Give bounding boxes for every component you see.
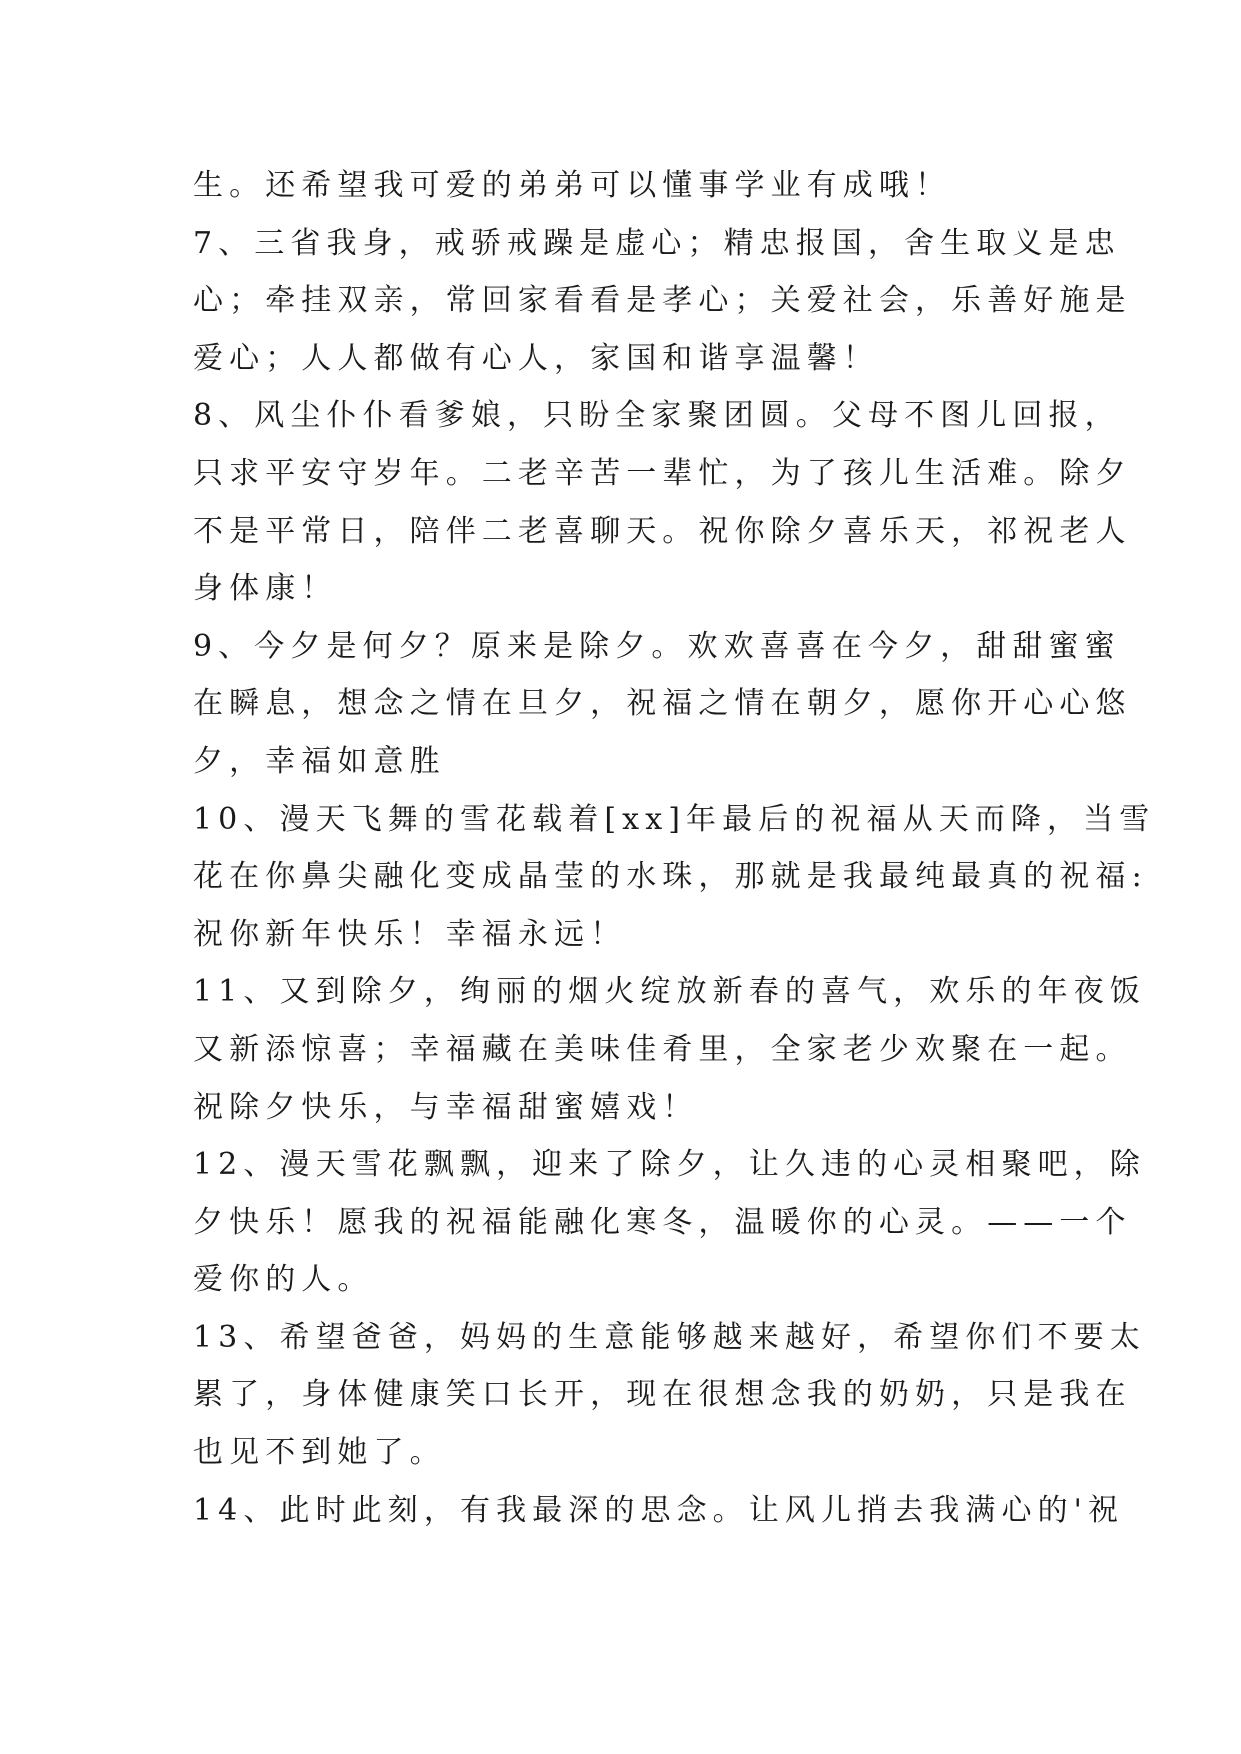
text-line: 10、漫天飞舞的雪花载着[xx]年最后的祝福从天而降，当雪 [193,801,1156,837]
text-line: 爱你的人。 [193,1262,374,1298]
text-line: 身体康！ [193,571,338,607]
text-line: 7、三省我身，戒骄戒躁是虚心；精忠报国，舍生取义是忠 [193,225,1121,261]
text-line: 夕，幸福如意胜 [193,743,446,779]
text-line: 不是平常日，陪伴二老喜聊天。祝你除夕喜乐天，祁祝老人 [193,513,1132,549]
document-body [193,157,1156,1539]
text-line: 累了，身体健康笑口长开，现在很想念我的奶奶，只是我在 [193,1377,1132,1413]
text-line: 只求平安守岁年。二老辛苦一辈忙，为了孩儿生活难。除夕 [193,455,1132,491]
text-line: 祝你新年快乐！幸福永远！ [193,916,627,952]
text-line: 生。还希望我可爱的弟弟可以懂事学业有成哦！ [193,168,952,203]
text-line: 也见不到她了。 [193,1435,446,1471]
text-line: 14、此时此刻，有我最深的思念。让风儿捎去我满心的'祝 [193,1492,1125,1528]
text-line: 11、又到除夕，绚丽的烟火绽放新春的喜气，欢乐的年夜饭 [193,974,1146,1010]
text-line: 又新添惊喜；幸福藏在美味佳肴里，全家老少欢聚在一起。 [193,1031,1132,1067]
text-line: 花在你鼻尖融化变成晶莹的水珠，那就是我最纯最真的祝福: [193,859,1148,895]
text-line: 心；牵挂双亲，常回家看看是孝心；关爱社会，乐善好施是 [193,283,1132,319]
text-line: 爱心；人人都做有心人，家国和谐享温馨！ [193,340,879,376]
text-line: 在瞬息，想念之情在旦夕，祝福之情在朝夕，愿你开心心悠 [193,686,1132,722]
text-line: 9、今夕是何夕？原来是除夕。欢欢喜喜在今夕，甜甜蜜蜜 [193,628,1121,664]
text-line: 8、风尘仆仆看爹娘，只盼全家聚团圆。父母不图儿回报， [193,398,1121,434]
text-line: 13、希望爸爸，妈妈的生意能够越来越好，希望你们不要太 [193,1319,1146,1355]
text-line: 夕快乐！愿我的祝福能融化寒冬，温暖你的心灵。——一个 [193,1204,1132,1240]
text-line: 祝除夕快乐，与幸福甜蜜嬉戏！ [193,1089,699,1125]
text-line: 12、漫天雪花飘飘，迎来了除夕，让久违的心灵相聚吧，除 [193,1147,1146,1183]
